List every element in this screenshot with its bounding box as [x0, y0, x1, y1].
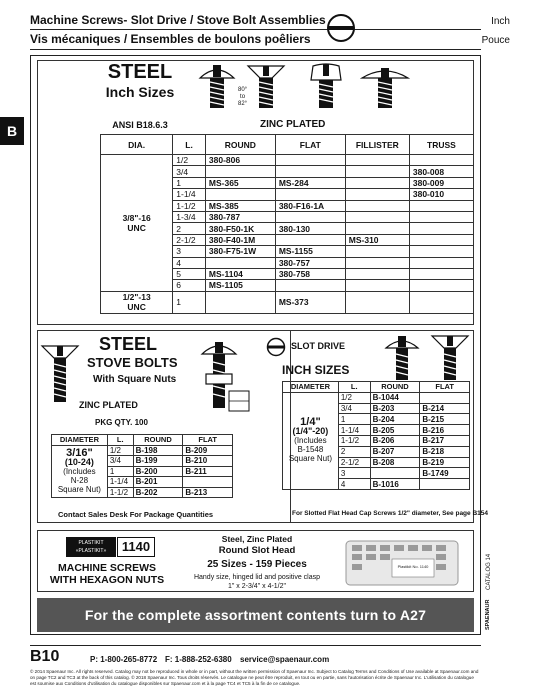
package-quantity: PKG QTY. 100 — [95, 418, 148, 427]
part-number-cell: B-1016 — [370, 479, 420, 490]
kit-name: MACHINE SCREWS WITH HEXAGON NUTS — [49, 562, 165, 586]
length-cell: 1 — [338, 414, 370, 425]
part-number-cell — [345, 200, 409, 211]
length-cell: 3/4 — [173, 166, 206, 177]
part-number-cell: MS-1104 — [205, 268, 275, 279]
length-cell: 1 — [107, 466, 133, 477]
part-number-cell: B-205 — [370, 425, 420, 436]
column-header: L. — [173, 135, 206, 155]
length-cell: 1/2 — [173, 155, 206, 166]
part-number-cell — [420, 392, 470, 403]
part-number-cell — [409, 246, 473, 257]
column-header: DIAMETER — [52, 435, 108, 446]
length-cell: 3 — [338, 468, 370, 479]
part-number-cell: B-213 — [183, 487, 233, 498]
column-header: TRUSS — [409, 135, 473, 155]
kit-head: Round Slot Head — [218, 545, 296, 556]
page-number: B10 — [30, 648, 60, 665]
svg-text:CATALOG 14: CATALOG 14 — [486, 553, 492, 590]
length-cell: 3 — [173, 246, 206, 257]
assortment-banner[interactable]: For the complete assortment contents turn to A27 — [37, 598, 474, 632]
part-number-cell — [275, 189, 345, 200]
part-number-cell: 380-806 — [205, 155, 275, 166]
part-number-cell — [345, 268, 409, 279]
part-number-cell: 380-F40-1M — [205, 234, 275, 245]
part-number-cell — [345, 189, 409, 200]
part-number-cell — [345, 155, 409, 166]
section-title: STEEL — [107, 61, 173, 83]
diameter-cell: 3/8"-16 UNC — [101, 155, 173, 292]
part-number-cell — [420, 479, 470, 490]
part-number-cell: B-210 — [183, 456, 233, 467]
column-header: FILLISTER — [345, 135, 409, 155]
length-cell: 3/4 — [107, 456, 133, 467]
part-number-cell — [205, 189, 275, 200]
part-number-cell — [345, 280, 409, 291]
part-number-cell: 380-787 — [205, 211, 275, 222]
length-cell: 4 — [173, 257, 206, 268]
page-title: Machine Screws- Slot Drive / Stove Bolt Assemblies — [30, 13, 326, 27]
part-number-cell: B-209 — [183, 445, 233, 456]
part-number-cell: MS-1105 — [205, 280, 275, 291]
plastikit-logo: PLASTIKIT «PLASTIKIT» — [66, 537, 116, 557]
part-number-cell — [275, 280, 345, 291]
part-number-cell — [275, 166, 345, 177]
part-number-cell — [370, 468, 420, 479]
table-row — [101, 155, 474, 166]
part-number-cell: B-208 — [370, 457, 420, 468]
length-cell: 1-1/4 — [173, 189, 206, 200]
section-subtitle: Inch Sizes — [105, 84, 175, 100]
drive-type-label: SLOT DRIVE — [291, 341, 346, 351]
email-link[interactable]: service@spaenaur.com — [240, 655, 330, 664]
part-number-cell: B-219 — [420, 457, 470, 468]
part-number-cell — [345, 223, 409, 234]
diameter-cell: 1/2"-13 UNC — [101, 291, 173, 313]
angle-note: 80° to 82° — [238, 87, 248, 107]
length-cell: 5 — [173, 268, 206, 279]
diameter-cell: 3/16" (10-24) (Includes N-28 Square Nut) — [52, 445, 108, 498]
footer-divider — [30, 645, 481, 646]
truss-head-screw-icon — [360, 66, 410, 110]
section-title: STEEL — [99, 334, 158, 354]
header-divider — [30, 49, 481, 50]
table-row — [101, 291, 474, 313]
column-header: FLAT — [183, 435, 233, 446]
part-number-cell: 380-F16-1A — [275, 200, 345, 211]
part-number-cell: 380-009 — [409, 177, 473, 188]
part-number-cell — [345, 211, 409, 222]
phone-number[interactable]: P: 1-800-265-8772 — [90, 655, 158, 664]
case-label: Plastikit No. 1140 — [397, 564, 429, 569]
column-header: L. — [107, 435, 133, 446]
length-cell: 1-1/2 — [107, 487, 133, 498]
length-cell: 1/2 — [107, 445, 133, 456]
sales-note: Contact Sales Desk For Package Quantities — [58, 510, 214, 519]
steel-inch-table — [100, 134, 474, 314]
fax-number: F: 1-888-252-6380 — [165, 655, 232, 664]
kit-number: 1140 — [117, 537, 155, 557]
kit-dimensions: 1" x 2-3/4" x 4-1/2" — [227, 583, 287, 590]
kit-case-image — [340, 537, 464, 589]
part-number-cell: B-198 — [133, 445, 183, 456]
stove-bolt-flat-icon — [40, 342, 80, 404]
kit-material: Steel, Zinc Plated — [221, 534, 293, 544]
flat-head-screw-icon — [246, 64, 286, 110]
catalog-side-label — [483, 532, 493, 592]
copyright-notice: © 2014 Spaenaur Inc. All rights reserved. Catalog may not be reproduced in whole or in part, without the written permission of Spaenaur Inc. Subject to Catalog Terms and Conditions of Use available at Spaenaur.com and on page TC2 and TC3 at the back of this catalog. © 2018 Spaenaur Inc. Tous droits réservés. Le catalogue ne peut être reproduit, en tout ou en partie, sans l'autorisation écrite de Spaenaur Inc. L'utilisation du catalogue est soumise aux Conditions d'utilisation du catalogue disponibles sur Spaenaur.com et à la page TC4 et TC5 à la fin de ce catalogue. — [30, 669, 479, 686]
part-number-cell — [345, 291, 409, 313]
part-number-cell: MS-310 — [345, 234, 409, 245]
part-number-cell: B-200 — [133, 466, 183, 477]
length-cell: 1-1/4 — [107, 477, 133, 488]
part-number-cell — [409, 200, 473, 211]
part-number-cell — [409, 211, 473, 222]
part-number-cell: B-201 — [133, 477, 183, 488]
part-number-cell: MS-284 — [275, 177, 345, 188]
part-number-cell — [409, 257, 473, 268]
section-tab[interactable]: B — [0, 117, 24, 145]
slot-head-icon — [326, 13, 356, 43]
part-number-cell — [275, 234, 345, 245]
length-cell: 1 — [173, 177, 206, 188]
part-number-cell — [409, 268, 473, 279]
kit-case: Handy size, hinged lid and positive clasp — [193, 574, 321, 581]
part-number-cell: B-202 — [133, 487, 183, 498]
column-header: ROUND — [370, 382, 420, 393]
part-number-cell — [409, 280, 473, 291]
slot-drive-icon — [266, 337, 286, 357]
unit-label-french: Pouce — [481, 35, 510, 46]
column-header: DIA. — [101, 135, 173, 155]
part-number-cell — [205, 291, 275, 313]
cross-reference-note: For Slotted Flat Head Cap Screws 1/2" diameter, See page B154 — [292, 510, 488, 517]
length-cell: 2 — [173, 223, 206, 234]
table-header-row — [283, 382, 470, 393]
spaenaur-logo — [482, 598, 492, 632]
page-title-french: Vis mécaniques / Ensembles de boulons poêliers — [30, 32, 311, 46]
part-number-cell: B-1749 — [420, 468, 470, 479]
round-head-bolt-icon — [382, 334, 422, 382]
length-cell: 1 — [173, 291, 206, 313]
length-cell: 2-1/2 — [173, 234, 206, 245]
length-cell: 3/4 — [338, 403, 370, 414]
part-number-cell: B-215 — [420, 414, 470, 425]
part-number-cell: B-218 — [420, 446, 470, 457]
diameter-cell: 1/4" (1/4"-20) (Includes B-1548 Square Nut) — [283, 392, 339, 489]
part-number-cell — [205, 166, 275, 177]
part-number-cell: B-206 — [370, 435, 420, 446]
length-cell: 1-1/2 — [338, 435, 370, 446]
part-number-cell — [345, 177, 409, 188]
length-cell: 4 — [338, 479, 370, 490]
part-number-cell — [345, 257, 409, 268]
section-subtitle: With Square Nuts — [93, 374, 177, 385]
kit-sizes: 25 Sizes - 159 Pieces — [207, 559, 307, 570]
part-number-cell: 380-008 — [409, 166, 473, 177]
header-divider — [30, 29, 481, 30]
part-number-cell — [409, 155, 473, 166]
square-nut-icon — [228, 386, 250, 416]
table-header-row — [101, 135, 474, 155]
part-number-cell: 380-757 — [275, 257, 345, 268]
part-number-cell: B-199 — [133, 456, 183, 467]
column-header: ROUND — [133, 435, 183, 446]
column-header: FLAT — [420, 382, 470, 393]
length-cell: 1-3/4 — [173, 211, 206, 222]
table-row — [52, 445, 233, 456]
finish-label: ZINC PLATED — [79, 400, 138, 410]
length-cell: 1/2 — [338, 392, 370, 403]
standard-label: ANSI B18.6.3 — [112, 120, 168, 130]
length-cell: 6 — [173, 280, 206, 291]
part-number-cell — [345, 246, 409, 257]
length-cell: 1-1/2 — [173, 200, 206, 211]
length-cell: 2 — [338, 446, 370, 457]
part-number-cell: MS-385 — [205, 200, 275, 211]
stove-bolt-14-table — [282, 381, 470, 490]
part-number-cell: B-211 — [183, 466, 233, 477]
part-number-cell — [409, 234, 473, 245]
section-subtitle: INCH SIZES — [282, 363, 350, 377]
section-subtitle: STOVE BOLTS — [87, 355, 178, 370]
column-header: L. — [338, 382, 370, 393]
part-number-cell — [205, 257, 275, 268]
part-number-cell: B-204 — [370, 414, 420, 425]
part-number-cell — [409, 223, 473, 234]
part-number-cell: B-214 — [420, 403, 470, 414]
length-cell: 2-1/2 — [338, 457, 370, 468]
part-number-cell — [275, 211, 345, 222]
unit-label: Inch — [491, 16, 510, 27]
length-cell: 1-1/4 — [338, 425, 370, 436]
part-number-cell: B-203 — [370, 403, 420, 414]
flat-head-bolt-icon — [430, 334, 470, 382]
fillister-head-screw-icon — [305, 62, 347, 110]
part-number-cell: B-1044 — [370, 392, 420, 403]
part-number-cell — [409, 291, 473, 313]
finish-label: ZINC PLATED — [260, 119, 326, 130]
table-row — [283, 392, 470, 403]
part-number-cell: 380-010 — [409, 189, 473, 200]
round-head-screw-icon — [196, 62, 238, 110]
part-number-cell: 380-F50-1K — [205, 223, 275, 234]
part-number-cell: 380-758 — [275, 268, 345, 279]
column-header: DIAMETER — [283, 382, 339, 393]
part-number-cell: B-207 — [370, 446, 420, 457]
part-number-cell — [275, 155, 345, 166]
part-number-cell: 380-F75-1W — [205, 246, 275, 257]
column-header: FLAT — [275, 135, 345, 155]
part-number-cell: 380-130 — [275, 223, 345, 234]
part-number-cell: B-216 — [420, 425, 470, 436]
svg-text:SPAENAUR: SPAENAUR — [485, 599, 491, 630]
stove-bolt-316-table — [51, 434, 233, 498]
table-header-row — [52, 435, 233, 446]
part-number-cell: MS-1155 — [275, 246, 345, 257]
part-number-cell — [345, 166, 409, 177]
part-number-cell: MS-373 — [275, 291, 345, 313]
part-number-cell — [183, 477, 233, 488]
part-number-cell: MS-365 — [205, 177, 275, 188]
column-header: ROUND — [205, 135, 275, 155]
part-number-cell: B-217 — [420, 435, 470, 446]
